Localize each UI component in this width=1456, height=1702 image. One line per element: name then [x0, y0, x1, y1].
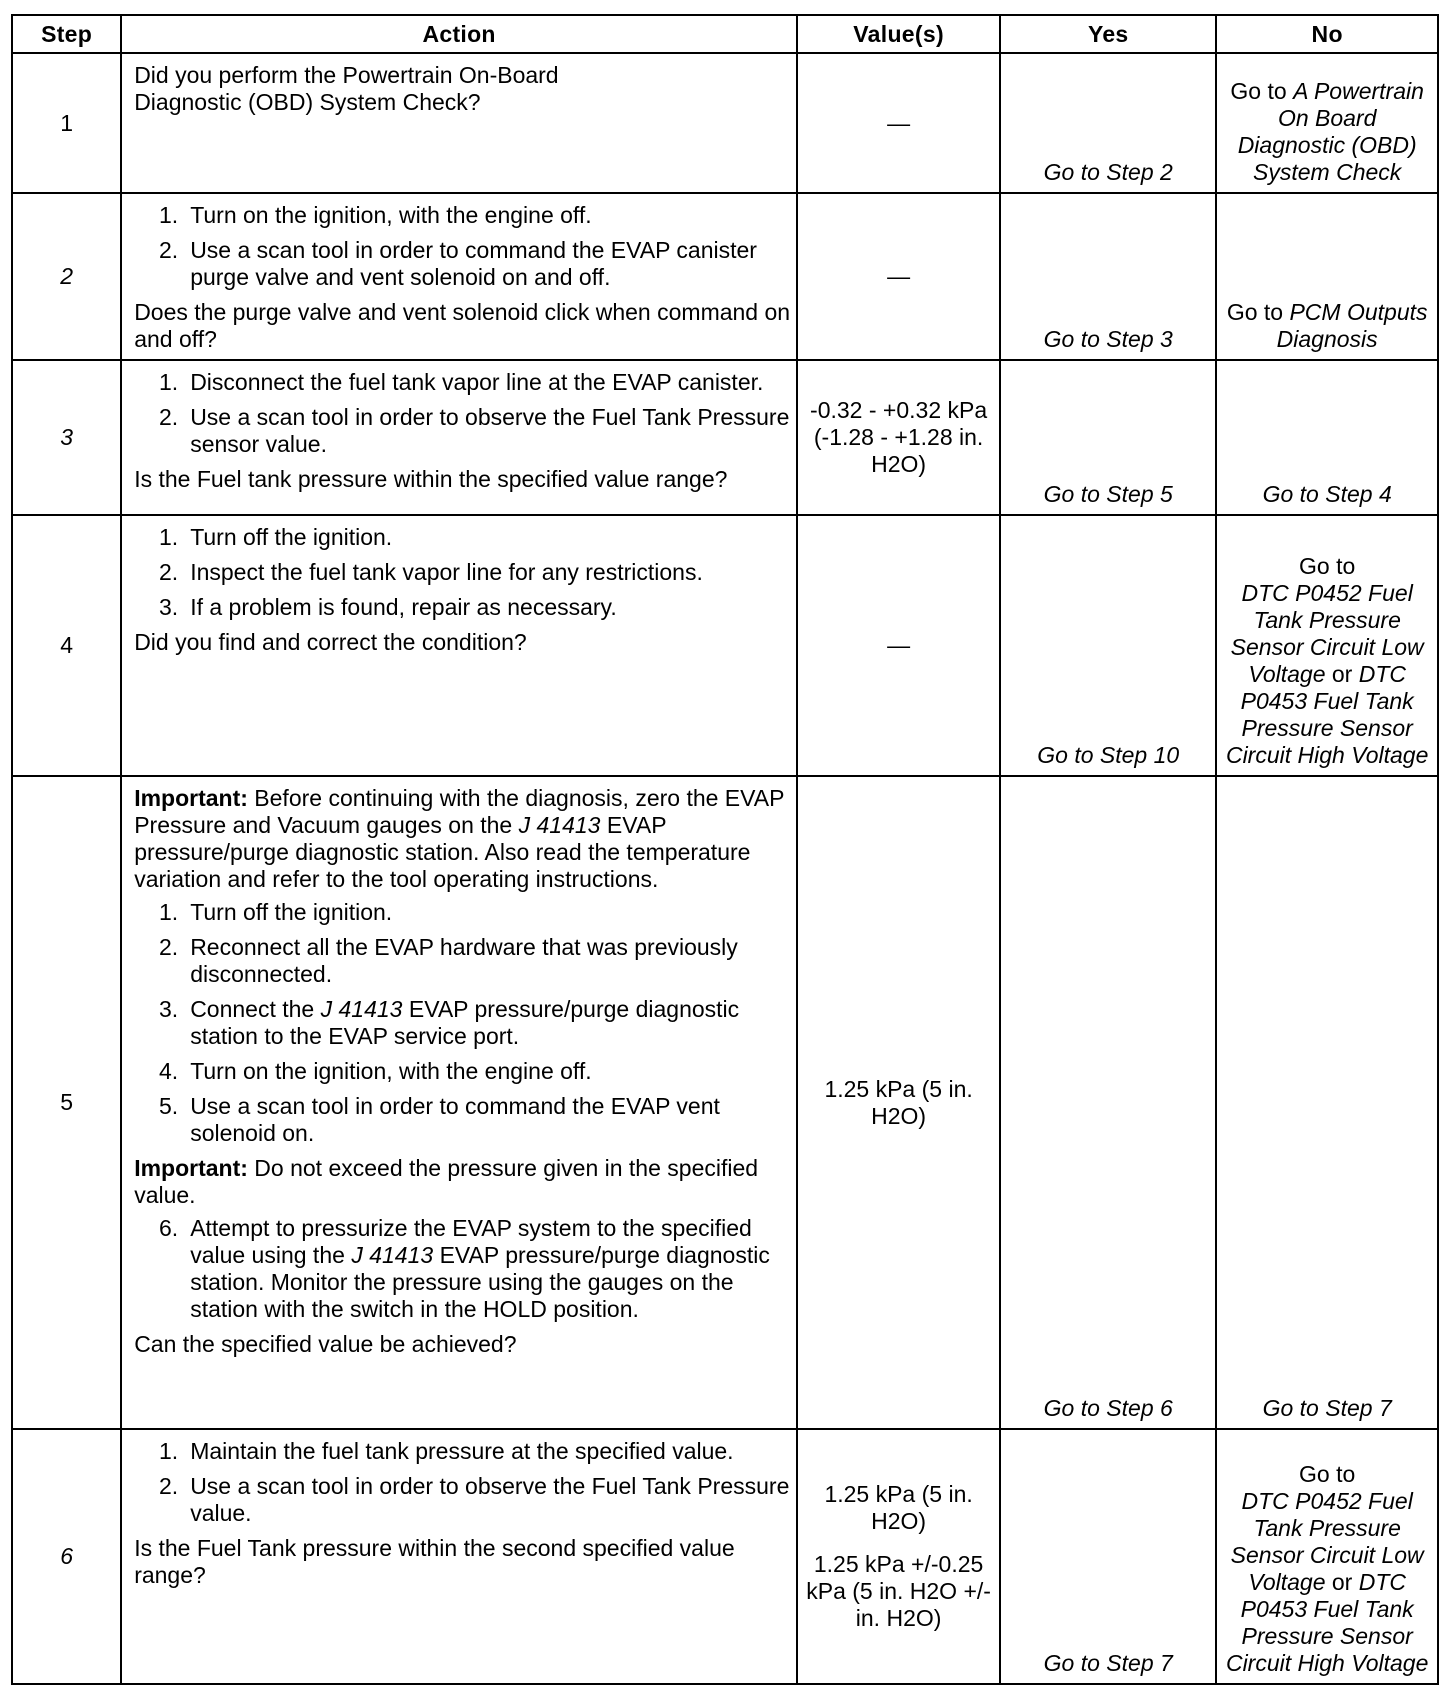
no-cell	[1216, 53, 1438, 193]
step-number: 6	[12, 1429, 121, 1684]
action-list	[134, 899, 790, 1147]
important-note: Important: Before continuing with the diagnosis, zero the EVAP Pressure and Vacuum gauges on the J 41413 EVAP pressure/purge diagnostic station. Also read the temperature variation and refer to the tool operating instructions.	[134, 785, 785, 892]
list-item: 3. Connect the J 41413 EVAP pressure/purge diagnostic station to the EVAP service port.	[159, 996, 740, 1049]
list-item: 2. Use a scan tool in order to command the EVAP canister purge valve and vent solenoid on and off.	[159, 237, 757, 290]
action-list	[134, 1215, 790, 1323]
no-link-low-voltage[interactable]: DTC P0452 Fuel Tank Pressure Sensor Circuit Low Voltage	[1230, 580, 1424, 687]
table-row	[12, 515, 1438, 776]
important-label: Important:	[134, 1155, 248, 1181]
question-text: Does the purge valve and vent solenoid click when command on and off?	[134, 299, 791, 352]
no-prefix: Go to	[1299, 553, 1356, 579]
list-item: 2. Use a scan tool in order to observe the Fuel Tank Pressure value.	[159, 1473, 790, 1526]
tool-reference: J 41413	[351, 1242, 434, 1268]
table-row	[12, 360, 1438, 515]
list-item: 4. Turn on the ignition, with the engine off.	[159, 1058, 592, 1084]
header-yes: Yes	[1000, 15, 1216, 53]
step-number: 2	[12, 193, 121, 360]
question-text: Did you perform the Powertrain On-Board Diagnostic (OBD) System Check?	[134, 62, 559, 115]
no-or: or	[1331, 1569, 1353, 1595]
no-cell[interactable]: Go to Step 4	[1216, 360, 1438, 515]
action-cell	[121, 776, 797, 1429]
header-values: Value(s)	[797, 15, 1000, 53]
step-number: 4	[12, 515, 121, 776]
value-cell: 1.25 kPa (5 in. H2O)	[797, 776, 1000, 1429]
yes-cell: Go to Step 7	[1000, 1429, 1216, 1684]
header-action: Action	[121, 15, 797, 53]
list-item: 1. Turn on the ignition, with the engine off.	[159, 202, 592, 228]
header-row	[12, 15, 1438, 53]
list-item: 1. Disconnect the fuel tank vapor line at the EVAP canister.	[159, 369, 764, 395]
yes-cell: Go to Step 5	[1000, 360, 1216, 515]
tool-reference: J 41413	[518, 812, 601, 838]
no-link-high-voltage[interactable]: DTC P0453 Fuel Tank Pressure Sensor Circuit High Voltage	[1225, 661, 1429, 768]
no-cell	[1216, 1429, 1438, 1684]
no-link-high-voltage[interactable]: DTC P0453 Fuel Tank Pressure Sensor Circuit High Voltage	[1225, 1569, 1429, 1676]
action-cell	[121, 515, 797, 776]
list-item: 6. Attempt to pressurize the EVAP system to the specified value using the J 41413 EVAP pressure/purge diagnostic station. Monitor the pressure using the gauges on the station with the switch in the HOLD position.	[159, 1215, 770, 1322]
yes-cell: Go to Step 2	[1000, 53, 1216, 193]
value-cell: —	[797, 193, 1000, 360]
list-item: 1. Turn off the ignition.	[159, 899, 393, 925]
question-text: Is the Fuel tank pressure within the specified value range?	[134, 466, 728, 492]
action-list	[134, 524, 790, 621]
table-row	[12, 193, 1438, 360]
diagnostic-table	[11, 14, 1439, 1685]
question-text: Did you find and correct the condition?	[134, 629, 527, 655]
value-first: 1.25 kPa (5 in. H2O)	[824, 1481, 973, 1534]
yes-cell: Go to Step 10	[1000, 515, 1216, 776]
value-second: 1.25 kPa +/-0.25 kPa (5 in. H2O +/- in. H2O)	[806, 1551, 991, 1631]
yes-cell: Go to Step 6	[1000, 776, 1216, 1429]
yes-cell: Go to Step 3	[1000, 193, 1216, 360]
action-cell	[121, 360, 797, 515]
table-row	[12, 1429, 1438, 1684]
value-cell: —	[797, 515, 1000, 776]
action-list	[134, 202, 790, 291]
list-item: 2. Reconnect all the EVAP hardware that was previously disconnected.	[159, 934, 738, 987]
no-prefix: Go to	[1299, 1461, 1356, 1487]
question-text: Can the specified value be achieved?	[134, 1331, 517, 1357]
step-number: 1	[12, 53, 121, 193]
no-prefix: Go to	[1226, 299, 1284, 325]
header-step: Step	[12, 15, 121, 53]
no-cell[interactable]: Go to Step 7	[1216, 776, 1438, 1429]
step-number: 3	[12, 360, 121, 515]
no-or: or	[1331, 661, 1353, 687]
list-item: 1. Maintain the fuel tank pressure at the specified value.	[159, 1438, 734, 1464]
table-row	[12, 776, 1438, 1429]
no-cell	[1216, 193, 1438, 360]
action-list	[134, 369, 790, 458]
no-link[interactable]: A Powertrain On Board Diagnostic (OBD) System Check	[1237, 78, 1424, 185]
table-row	[12, 53, 1438, 193]
list-item: 2. Use a scan tool in order to observe the Fuel Tank Pressure sensor value.	[159, 404, 790, 457]
list-item: 2. Inspect the fuel tank vapor line for any restrictions.	[159, 559, 703, 585]
question-text: Is the Fuel Tank pressure within the second specified value range?	[134, 1535, 735, 1588]
value-cell	[797, 1429, 1000, 1684]
action-list	[134, 1438, 790, 1527]
action-cell	[121, 1429, 797, 1684]
no-link-low-voltage[interactable]: DTC P0452 Fuel Tank Pressure Sensor Circuit Low Voltage	[1230, 1488, 1424, 1595]
important-label: Important:	[134, 785, 248, 811]
action-cell	[121, 53, 797, 193]
header-no: No	[1216, 15, 1438, 53]
tool-reference: J 41413	[320, 996, 403, 1022]
step-number: 5	[12, 776, 121, 1429]
no-prefix: Go to	[1230, 78, 1287, 104]
important-note: Important: Do not exceed the pressure given in the specified value.	[134, 1155, 759, 1208]
list-item: 5. Use a scan tool in order to command the EVAP vent solenoid on.	[159, 1093, 720, 1146]
value-cell: —	[797, 53, 1000, 193]
no-cell	[1216, 515, 1438, 776]
list-item: 1. Turn off the ignition.	[159, 524, 393, 550]
value-cell: -0.32 - +0.32 kPa (-1.28 - +1.28 in. H2O)	[797, 360, 1000, 515]
action-cell	[121, 193, 797, 360]
no-link[interactable]: PCM Outputs Diagnosis	[1276, 299, 1428, 352]
list-item: 3. If a problem is found, repair as necessary.	[159, 594, 617, 620]
